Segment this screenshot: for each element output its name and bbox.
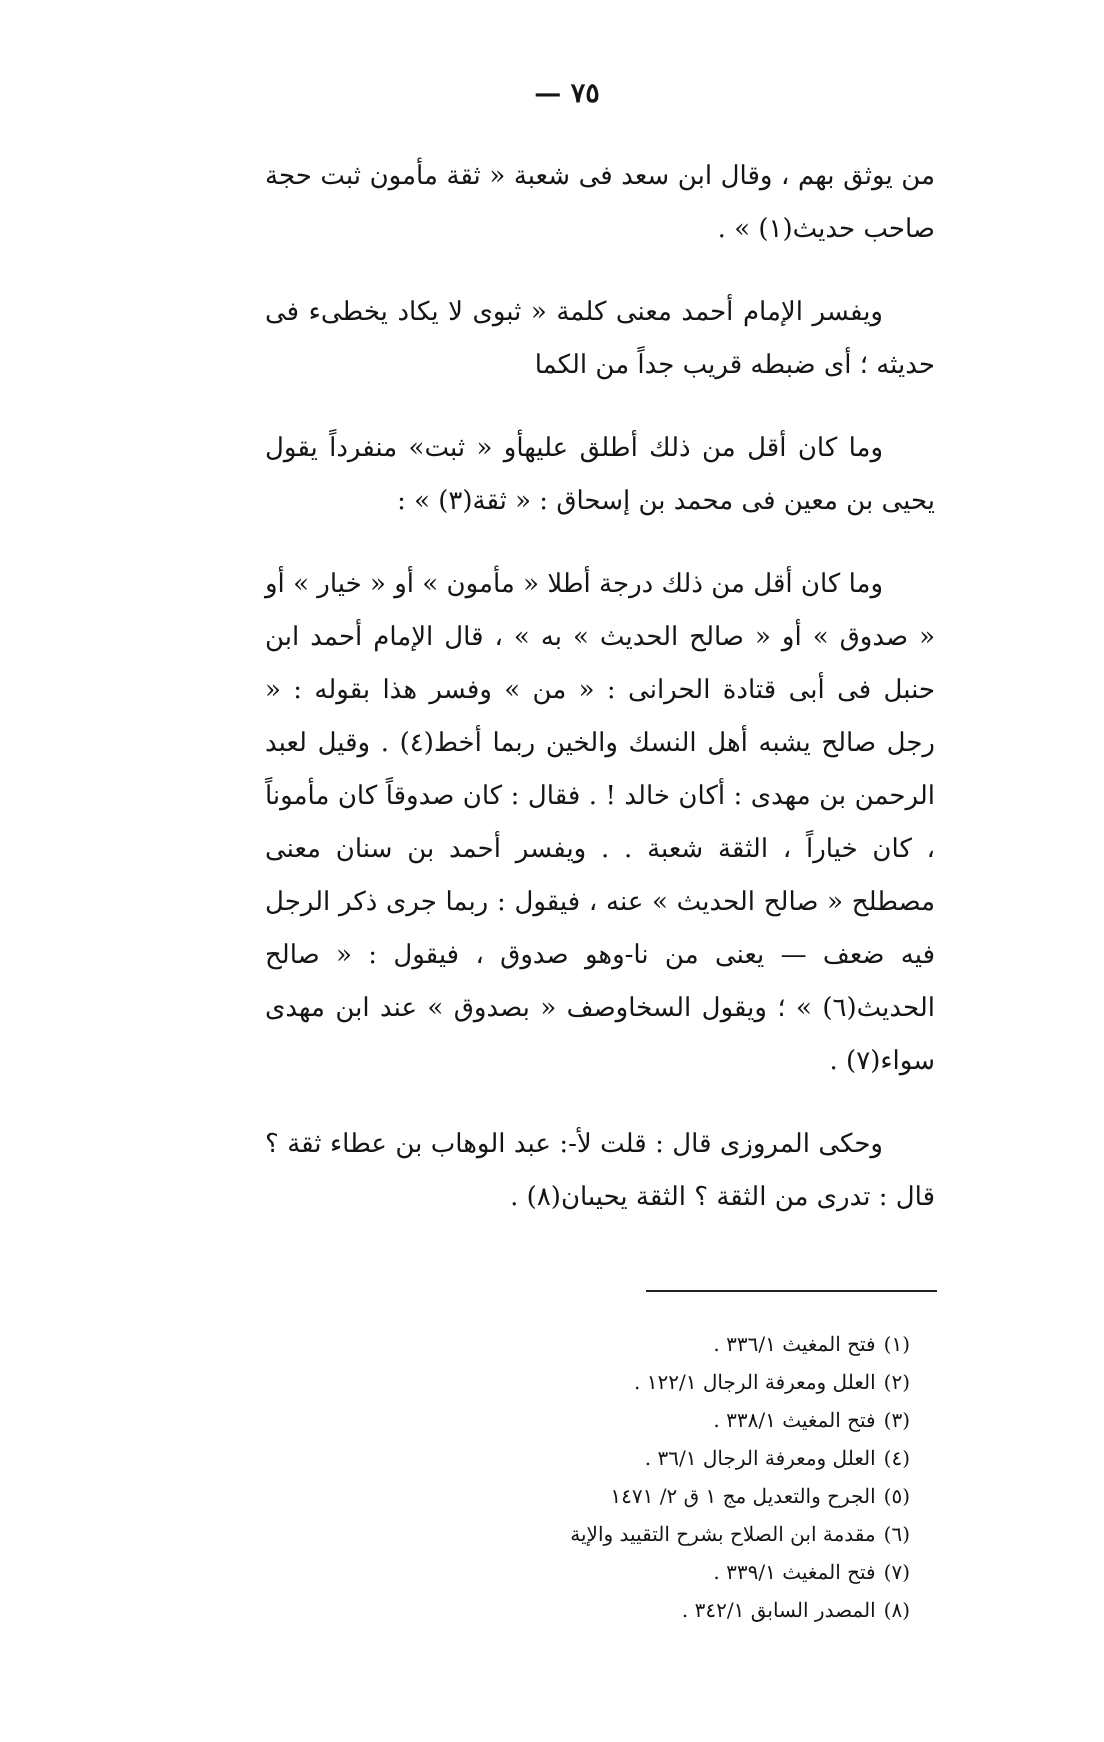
footnote bbox=[480, 1325, 910, 1363]
footnote-text: فتح المغيث ٣٣٩/١ . bbox=[713, 1560, 876, 1584]
footnote bbox=[480, 1553, 910, 1591]
footnote-text: الجرح والتعديل مج ١ ق ٢/ ١٤٧١ bbox=[610, 1484, 876, 1508]
paragraph: وحكى المروزى قال : قلت لأ-: عبد الوهاب بن عطاء ثقة ؟ قال : تدرى من الثقة ؟ الثقة يحيىان(٨) . bbox=[265, 1129, 935, 1212]
footnote bbox=[480, 1363, 910, 1401]
footnote-number: (٦) bbox=[883, 1522, 910, 1546]
footnote-number: (٢) bbox=[883, 1370, 910, 1394]
footnote-text: العلل ومعرفة الرجال ٣٦/١ . bbox=[644, 1446, 876, 1470]
footnote-number: (٥) bbox=[883, 1484, 910, 1508]
paragraph: من يوثق بهم ، وقال ابن سعد فى شعبة « ثقة مأمون ثبت حجة صاحب حديث(١) » . bbox=[265, 161, 935, 244]
paragraph: وما كان أقل من ذلك أطلق عليهأو « ثبت» منفرداً يقول يحيى بن معين فى محمد بن إسحاق : « ثقة(٣) » : bbox=[265, 433, 935, 516]
footnote-number: (٧) bbox=[883, 1560, 910, 1584]
paragraph: ويفسر الإمام أحمد معنى كلمة « ثبوى لا يكاد يخطىء فى حديثه ؛ أى ضبطه قريب جداً من الكما bbox=[265, 297, 935, 380]
footnote-text: العلل ومعرفة الرجال ١٢٢/١ . bbox=[634, 1370, 876, 1394]
footnote-text: المصدر السابق ٣٤٢/١ . bbox=[681, 1598, 876, 1622]
footnotes bbox=[480, 1325, 910, 1629]
footnote-number: (١) bbox=[883, 1332, 910, 1356]
footnote-separator bbox=[646, 1290, 937, 1292]
footnote bbox=[480, 1477, 910, 1515]
footnote bbox=[480, 1439, 910, 1477]
footnote-number: (٤) bbox=[883, 1446, 910, 1470]
footnote-text: فتح المغيث ٣٣٨/١ . bbox=[713, 1408, 876, 1432]
footnote bbox=[480, 1591, 910, 1629]
footnote-text: فتح المغيث ٣٣٦/١ . bbox=[713, 1332, 876, 1356]
body-text bbox=[265, 150, 935, 1248]
footnote-number: (٨) bbox=[883, 1598, 910, 1622]
footnote bbox=[480, 1401, 910, 1439]
footnote-text: مقدمة ابن الصلاح بشرح التقييد والإية bbox=[570, 1522, 876, 1546]
paragraph: وما كان أقل من ذلك درجة أطلا « مأمون » أو « خيار » أو « صدوق » أو « صالح الحديث » به » ، قال الإمام أحمد ابن حنبل فى أبى قتادة الحرانى : « من » وفسر هذا بقوله : « رجل صالح يشبه أهل النسك والخين ربما أخط(٤) . وقيل لعبد الرحمن بن مهدى : أكان خالد ! . فقال : كان صدوقاً كان مأموناً ، كان خياراً ، الثقة شعبة . . ويفسر أحمد بن سنان معنى مصطلح « صالح الحديث » عنه ، فيقول : ربما جرى ذكر الرجل فيه ضعف — يعنى من نا-وهو صدوق ، فيقول : « صالح الحديث(٦) » ؛ ويقول السخاوصف « بصدوق » عند ابن مهدى سواء(٧) . bbox=[265, 569, 935, 1076]
page-number: ٧٥ — bbox=[534, 78, 600, 109]
footnote bbox=[480, 1515, 910, 1553]
footnote-number: (٣) bbox=[883, 1408, 910, 1432]
